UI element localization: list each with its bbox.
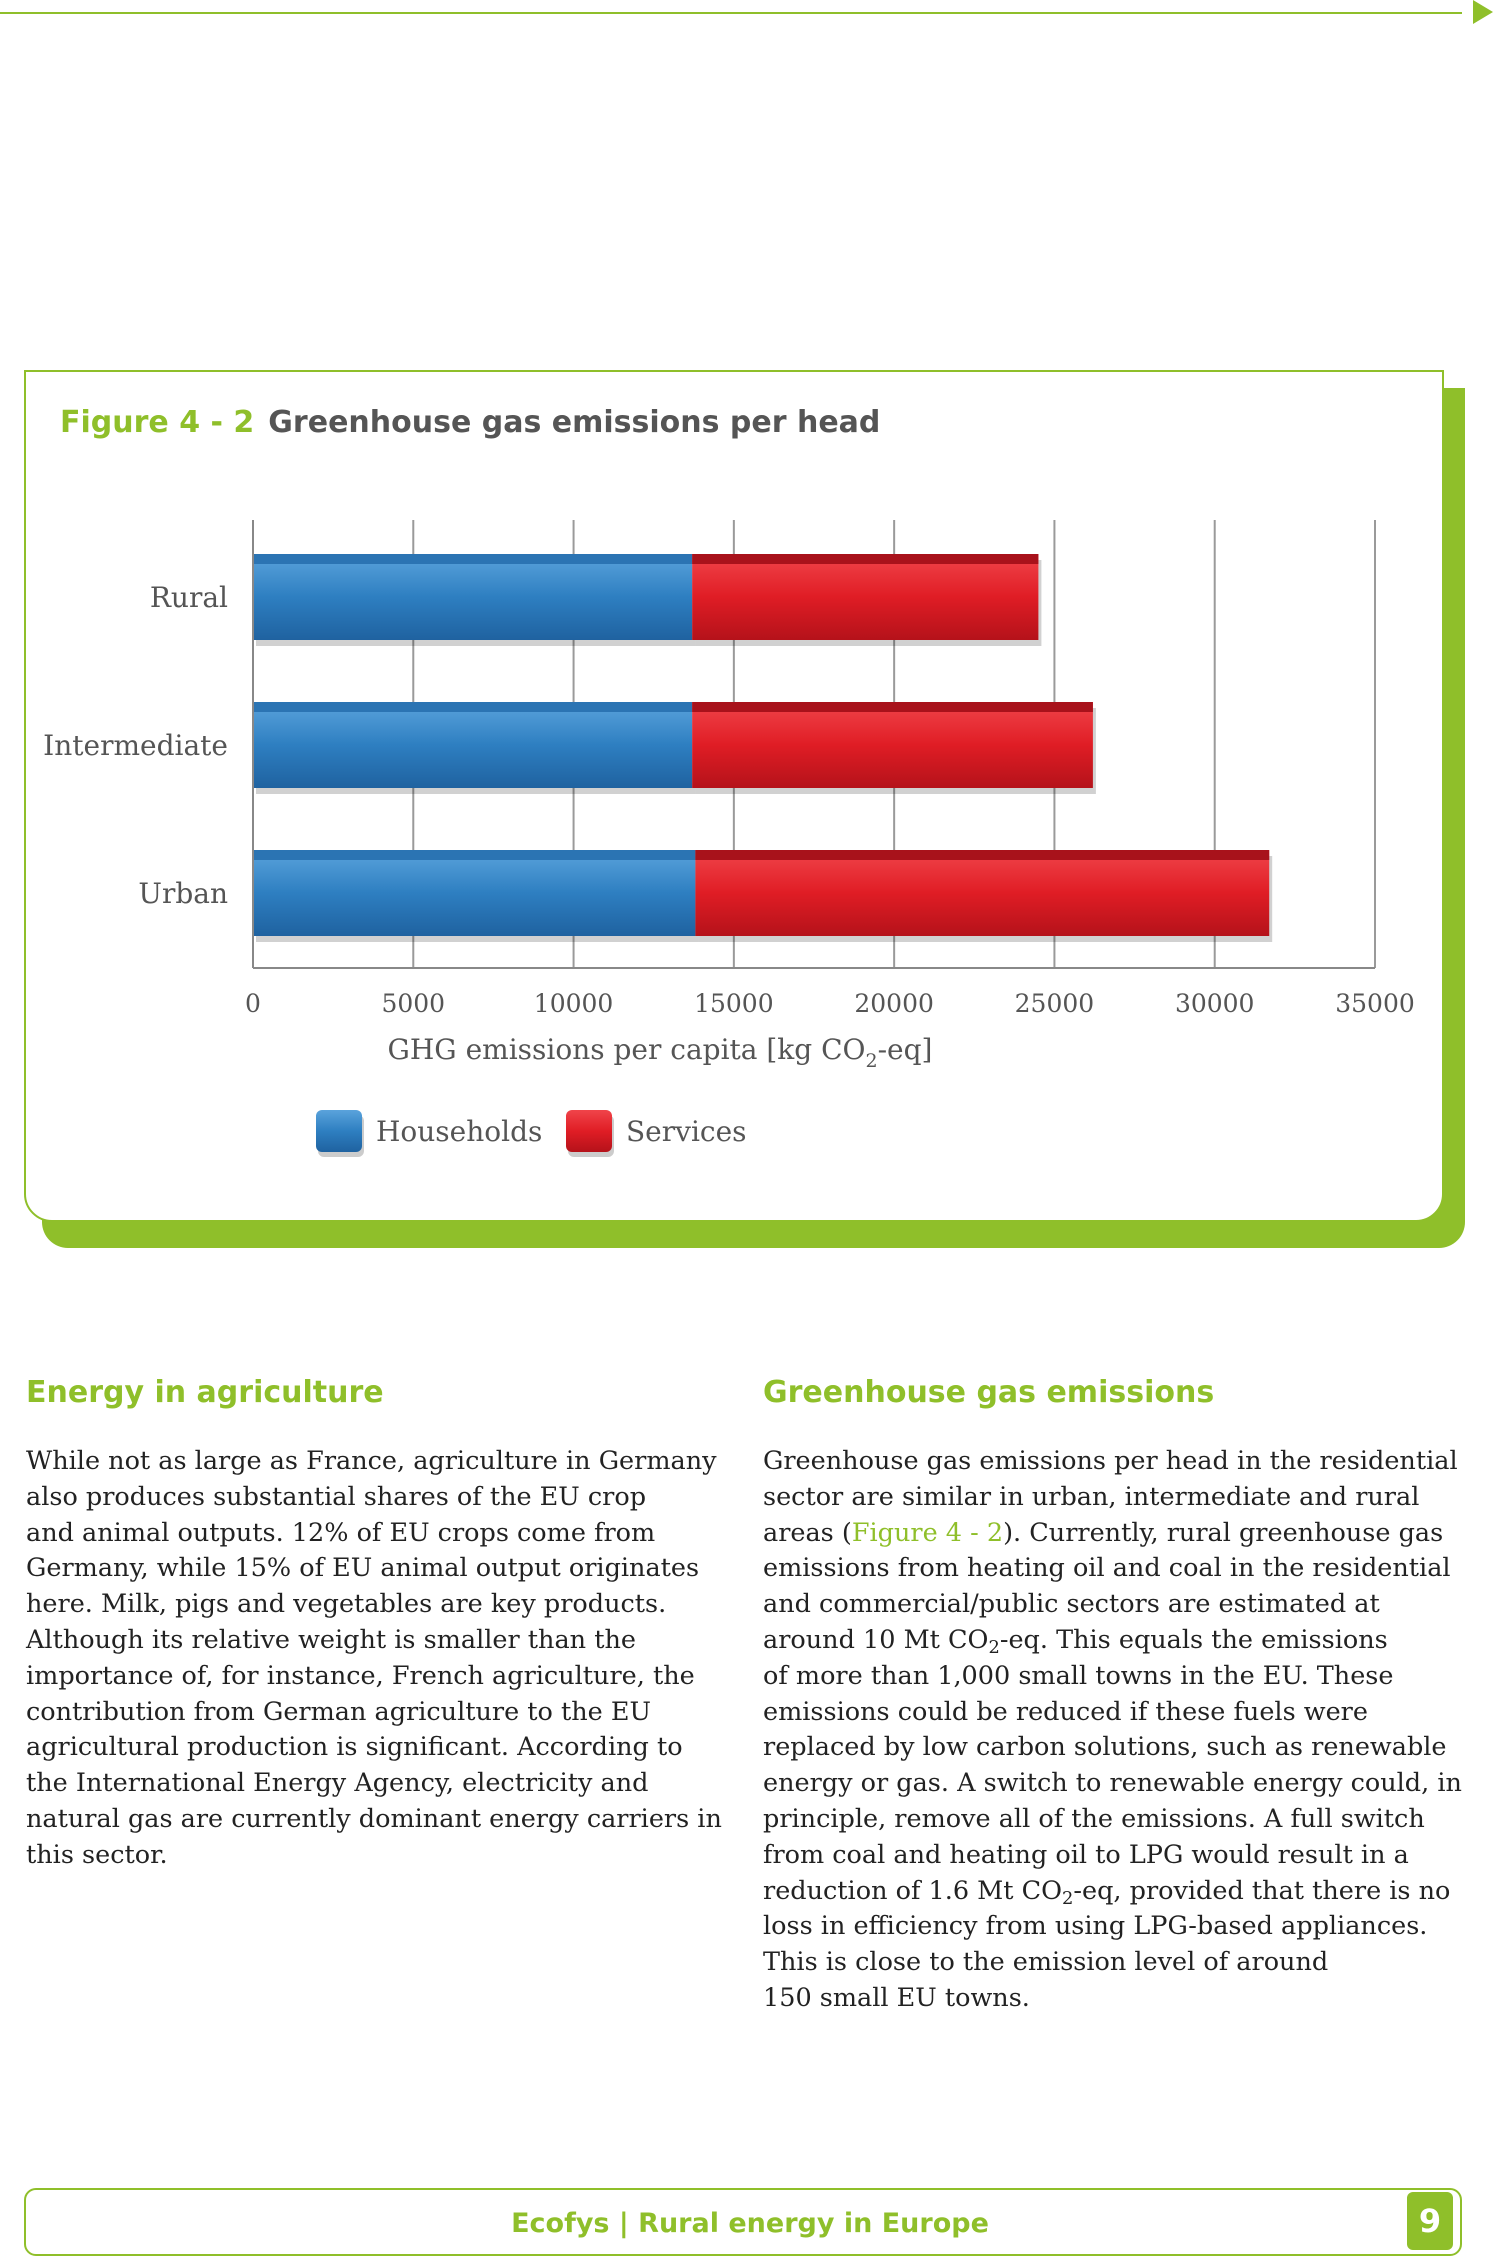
bar-households-intermediate — [253, 702, 692, 788]
body-text: -eq. This equals the emissions — [999, 1624, 1388, 1655]
body-text: reduction of 1.6 Mt CO — [763, 1875, 1063, 1906]
bar-households-urban — [253, 850, 695, 936]
energy-in-agriculture-body — [26, 1444, 731, 1874]
bar-cap — [695, 850, 1269, 860]
body-line: importance of, for instance, French agriculture, the — [26, 1660, 695, 1691]
body-line: and animal outputs. 12% of EU crops come from — [26, 1517, 656, 1548]
x-tick-label: 25000 — [1014, 989, 1095, 1018]
bar-households-rural — [253, 554, 692, 640]
body-line: sector are similar in urban, intermediate and rural — [763, 1481, 1420, 1512]
bar-services-intermediate — [692, 702, 1093, 788]
x-tick-label: 15000 — [694, 989, 774, 1018]
body-line: loss in efficiency from using LPG-based appliances. — [763, 1911, 1428, 1942]
body-line: natural gas are currently dominant energy carriers in — [26, 1803, 722, 1834]
body-line: this sector. — [26, 1839, 168, 1870]
footer-title: Ecofys | Rural energy in Europe — [511, 2208, 989, 2239]
energy-in-agriculture-column — [26, 1375, 731, 1874]
legend-label-services: Services — [626, 1115, 747, 1148]
greenhouse-gas-emissions-body — [763, 1444, 1468, 2017]
x-tick-label: 0 — [245, 989, 261, 1018]
bar-services-rural — [692, 554, 1038, 640]
figure-reference-link[interactable]: Figure 4 - 2 — [851, 1517, 1004, 1548]
energy-in-agriculture-heading: Energy in agriculture — [26, 1375, 384, 1410]
greenhouse-gas-emissions-column — [763, 1375, 1468, 2017]
body-line — [763, 1623, 1468, 1659]
bar-cap — [692, 554, 1038, 564]
body-line: contribution from German agriculture to the EU — [26, 1696, 651, 1727]
body-line — [763, 1516, 1468, 1552]
bar-cap — [253, 850, 695, 860]
body-text: -eq, provided that there is no — [1073, 1875, 1451, 1906]
body-line: emissions could be reduced if these fuels were — [763, 1696, 1368, 1727]
body-line: This is close to the emission level of around — [763, 1947, 1329, 1978]
body-line: 150 small EU towns. — [763, 1982, 1030, 2013]
x-axis-title: GHG emissions per capita [kg $CO_2-eq$] — [387, 1033, 933, 1072]
body-text: around 10 Mt CO — [763, 1624, 989, 1655]
body-line: also produces substantial shares of the EU crop — [26, 1481, 647, 1512]
body-line: Greenhouse gas emissions per head in the residential — [763, 1446, 1458, 1476]
category-label: Intermediate — [43, 729, 228, 762]
body-line: of more than 1,000 small towns in the EU. These — [763, 1660, 1394, 1691]
bar-cap — [253, 554, 692, 564]
figure-caption: Greenhouse gas emissions per head — [268, 405, 881, 440]
legend-swatch-households — [316, 1110, 362, 1152]
body-line: agricultural production is significant. According to — [26, 1732, 683, 1763]
subscript-2: 2 — [988, 1636, 1000, 1658]
body-line — [763, 1874, 1468, 1910]
bar-cap — [692, 702, 1093, 712]
figure-number: Figure 4 - 2 — [60, 405, 255, 440]
x-tick-label: 35000 — [1335, 989, 1415, 1018]
page-number: 9 — [1407, 2192, 1453, 2250]
greenhouse-gas-emissions-heading: Greenhouse gas emissions — [763, 1375, 1215, 1410]
body-line: energy or gas. A switch to renewable energy could, in — [763, 1768, 1462, 1799]
bar-cap — [253, 702, 692, 712]
legend-label-households: Households — [376, 1115, 543, 1148]
body-line: While not as large as France, agriculture in Germany — [26, 1446, 717, 1476]
body-line: from coal and heating oil to LPG would result in a — [763, 1839, 1409, 1870]
body-line: and commercial/public sectors are estimated at — [763, 1589, 1380, 1620]
x-tick-label: 10000 — [533, 989, 614, 1018]
legend-swatch-services — [566, 1110, 612, 1152]
body-line: here. Milk, pigs and vegetables are key products. — [26, 1589, 667, 1620]
body-line: Although its relative weight is smaller than the — [26, 1624, 636, 1655]
body-line: replaced by low carbon solutions, such as renewable — [763, 1732, 1447, 1763]
category-label: Urban — [138, 877, 228, 910]
x-tick-label: 5000 — [381, 989, 446, 1018]
body-text: ). Currently, rural greenhouse gas — [1003, 1517, 1444, 1548]
body-line: principle, remove all of the emissions. A full switch — [763, 1803, 1425, 1834]
category-label: Rural — [149, 581, 228, 614]
body-line: emissions from heating oil and coal in the residential — [763, 1553, 1451, 1584]
body-line: Germany, while 15% of EU animal output originates — [26, 1553, 700, 1584]
x-tick-label: 30000 — [1174, 989, 1255, 1018]
body-line: the International Energy Agency, electricity and — [26, 1768, 649, 1799]
x-tick-label: 20000 — [854, 989, 934, 1018]
bar-services-urban — [695, 850, 1269, 936]
subscript-2: 2 — [1062, 1887, 1074, 1909]
body-text: areas ( — [763, 1517, 852, 1548]
